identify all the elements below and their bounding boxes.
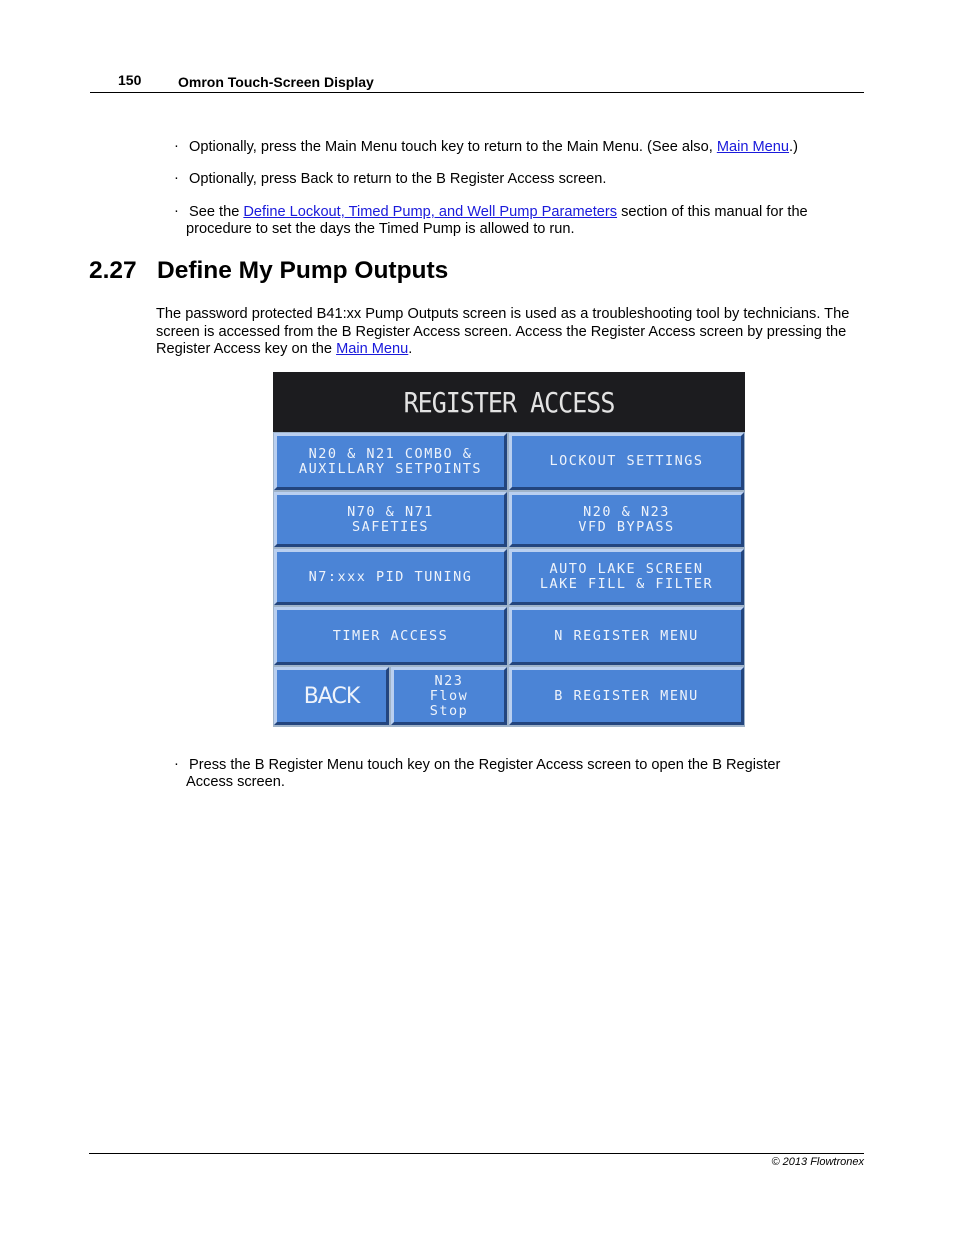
pid-tuning-key[interactable]: N7:xxx PID TUNING — [274, 549, 507, 605]
n-register-menu-key[interactable]: N REGISTER MENU — [509, 607, 744, 665]
bullet-item — [174, 139, 864, 156]
bullet-continuation: procedure to set the days the Timed Pump is allowed to run. — [186, 221, 575, 237]
page-header — [90, 70, 864, 93]
copyright: © 2013 Flowtronex — [771, 1156, 864, 1168]
bullet-text: Press the B Register Menu touch key on the Register Access screen to open the B Register — [189, 757, 781, 773]
screen-title: REGISTER ACCESS — [403, 386, 615, 418]
bullet-marker: · — [174, 138, 179, 154]
main-menu-link[interactable]: Main Menu — [716, 139, 790, 155]
main-menu-link[interactable]: Main Menu — [336, 341, 409, 357]
paragraph-text-end: . — [408, 341, 413, 357]
bullet-text: Optionally, press Back to return to the B Register Access screen. — [189, 171, 607, 187]
section-title: Define My Pump Outputs — [157, 257, 449, 284]
timer-access-key[interactable]: TIMER ACCESS — [274, 607, 507, 665]
intro-paragraph — [156, 306, 861, 359]
section-heading — [89, 257, 448, 285]
bullet-text: See the — [189, 204, 244, 220]
page-footer — [89, 1153, 864, 1168]
bullet-text-end: section of this manual for the — [617, 204, 808, 220]
define-lockout-link[interactable]: Define Lockout, Timed Pump, and Well Pump Parameters — [243, 204, 618, 220]
bullet-item — [174, 204, 864, 238]
n23-flow-stop-key[interactable]: N23 Flow Stop — [391, 667, 507, 725]
bullet-marker: · — [174, 170, 179, 186]
section-number: 2.27 — [89, 257, 137, 284]
b-register-menu-key[interactable]: B REGISTER MENU — [509, 667, 744, 725]
bullet-marker: · — [174, 756, 179, 772]
bullet-text-end: .) — [789, 139, 798, 155]
bullet-item — [174, 171, 864, 188]
auto-lake-screen-key[interactable]: AUTO LAKE SCREEN LAKE FILL & FILTER — [509, 549, 744, 605]
bullet-marker: · — [174, 203, 179, 219]
n20-n21-combo-key[interactable]: N20 & N21 COMBO & AUXILLARY SETPOINTS — [274, 433, 507, 490]
page-number: 150 — [118, 72, 142, 88]
bullet-continuation: Access screen. — [186, 774, 285, 790]
paragraph-text: The password protected B41:xx Pump Outputs screen is used as a troubleshooting tool by technicians. The screen is accessed from the B Register Access screen. Access the Register Access screen by pressing the Register Access key on the — [156, 306, 850, 357]
screen-title-bar — [273, 372, 745, 432]
n20-n23-vfd-bypass-key[interactable]: N20 & N23 VFD BYPASS — [509, 492, 744, 547]
lockout-settings-key[interactable]: LOCKOUT SETTINGS — [509, 433, 744, 490]
n70-n71-safeties-key[interactable]: N70 & N71 SAFETIES — [274, 492, 507, 547]
bullet-text: Optionally, press the Main Menu touch key to return to the Main Menu. (See also, — [189, 139, 717, 155]
register-access-screenshot — [273, 372, 745, 727]
running-title: Omron Touch-Screen Display — [178, 74, 374, 90]
back-key[interactable]: BACK — [274, 667, 389, 725]
bullet-item — [174, 757, 864, 791]
